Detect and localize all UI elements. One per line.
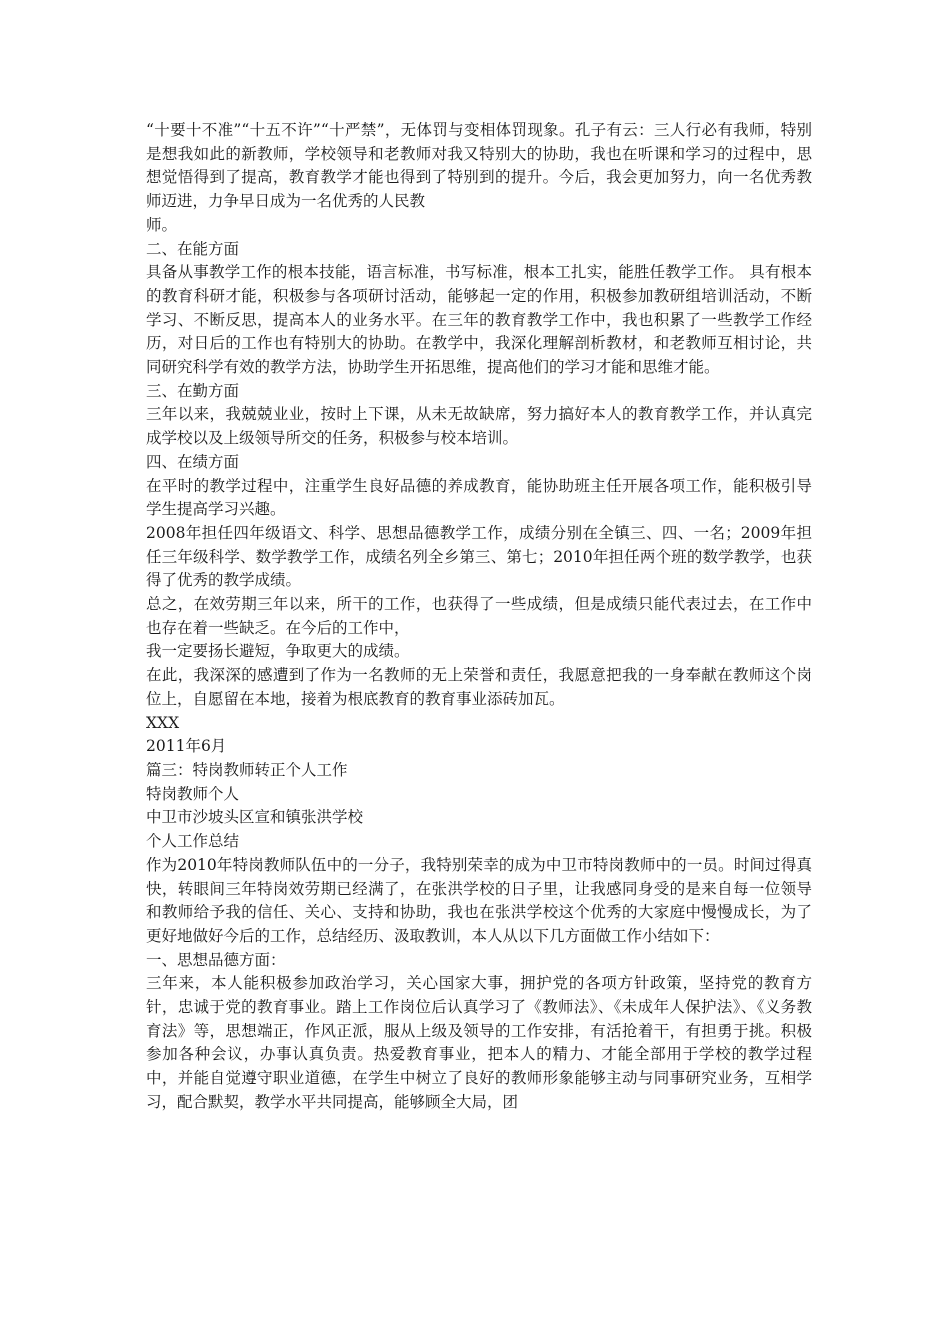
paragraph-1: “十要十不准”“十五不许”“十严禁”，无体罚与变相体罚现象。孔子有云：三人行必有我师，特别是想我如此的新教师，学校领导和老教师对我又特别大的协助，我也在听课和学习的过程中，思想觉悟得到了提高，教育教学才能也得到了特别到的提升。今后，我会更加努力，向一名优秀教师迈进，力争早日成为一名优秀的人民教: [146, 121, 812, 211]
paragraph-5: 在平时的教学过程中，注重学生良好品德的养成教育，能协助班主任开展各项工作，能积极引导学生提高学习兴趣。: [146, 476, 812, 519]
section-heading-diligence: 三、在勤方面: [146, 381, 240, 400]
subtitle-1: 特岗教师个人: [146, 784, 240, 803]
section-heading-morality: 一、思想品德方面：: [146, 950, 286, 969]
paragraph-6: 2008年担任四年级语文、科学、思想品德教学工作，成绩分别在全镇三、四、一名；2009年担任三年级科学、数学教学工作，成绩名列全乡第三、第七；2010年担任两个班的数学教学，也获得了优秀的教学成绩。: [146, 523, 812, 590]
subtitle-summary: 个人工作总结: [146, 832, 240, 851]
paragraph-2: 师。: [146, 215, 178, 234]
paragraph-9: 在此，我深深的感遭到了作为一名教师的无上荣誉和责任，我愿意把我的一身奉献在教师这个岗位上，自愿留在本地，接着为根底教育的教育事业添砖加瓦。: [146, 666, 812, 708]
section-heading-performance: 四、在绩方面: [146, 452, 240, 471]
paragraph-4: 三年以来，我兢兢业业，按时上下课，从未无故缺席，努力搞好本人的教育教学工作，并认真完成学校以及上级领导所交的任务，积极参与校本培训。: [146, 405, 812, 448]
paragraph-3: 具备从事教学工作的根本技能，语言标准，书写标准，根本工扎实，能胜任教学工作。 具有根本的教育科研才能，积极参与各项研讨活动，能够起一定的作用，积极参加教研组培训活动，不断学习、不断反思，提高本人的业务水平。在三年的教育教学工作中，我也积累了一些教学工作经历，对日后的工作也有特别大的协助。在教学中，我深化理解剖析教材，和老教师互相讨论，共同研究科学有效的教学方法，协助学生开拓思维，提高他们的学习才能和思维才能。: [146, 263, 812, 377]
paragraph-11: 三年来，本人能积极参加政治学习，关心国家大事，拥护党的各项方针政策，坚持党的教育方针，忠诚于党的教育事业。踏上工作岗位后认真学习了《教师法》、《未成年人保护法》、《义务教育法》等，思想端正，作风正派，服从上级及领导的工作安排，有活抢着干，有担勇于挑。积极参加各种会议，办事认真负责。热爱教育事业，把本人的精力、才能全部用于学校的教学过程中，并能自觉遵守职业道德，在学生中树立了良好的教师形象能够主动与同事研究业务，互相学习，配合默契，教学水平共同提高，能够顾全大局，团: [146, 974, 812, 1111]
paragraph-10: 作为2010年特岗教师队伍中的一分子，我特别荣幸的成为中卫市特岗教师中的一员。时间过得真快，转眼间三年特岗效劳期已经满了，在张洪学校的日子里，让我感同身受的是来自每一位领导和教师给予我的信任、关心、支持和协助，我也在张洪学校这个优秀的大家庭中慢慢成长，为了更好地做好今后的工作，总结经历、汲取教训，本人从以下几方面做工作小结如下：: [146, 855, 812, 945]
section-heading-ability: 二、在能方面: [146, 239, 240, 258]
part-three-title: 篇三：特岗教师转正个人工作: [146, 760, 348, 779]
signature-name: XXX: [146, 713, 180, 732]
signature-date: 2011年6月: [146, 737, 227, 756]
subtitle-school: 中卫市沙坡头区宣和镇张洪学校: [146, 808, 364, 827]
paragraph-8: 我一定要扬长避短，争取更大的成绩。: [146, 642, 410, 661]
document-body: [146, 119, 812, 1115]
paragraph-7: 总之，在效劳期三年以来，所干的工作，也获得了一些成绩，但是成绩只能代表过去，在工作中也存在着一些缺乏。在今后的工作中，: [146, 595, 812, 637]
